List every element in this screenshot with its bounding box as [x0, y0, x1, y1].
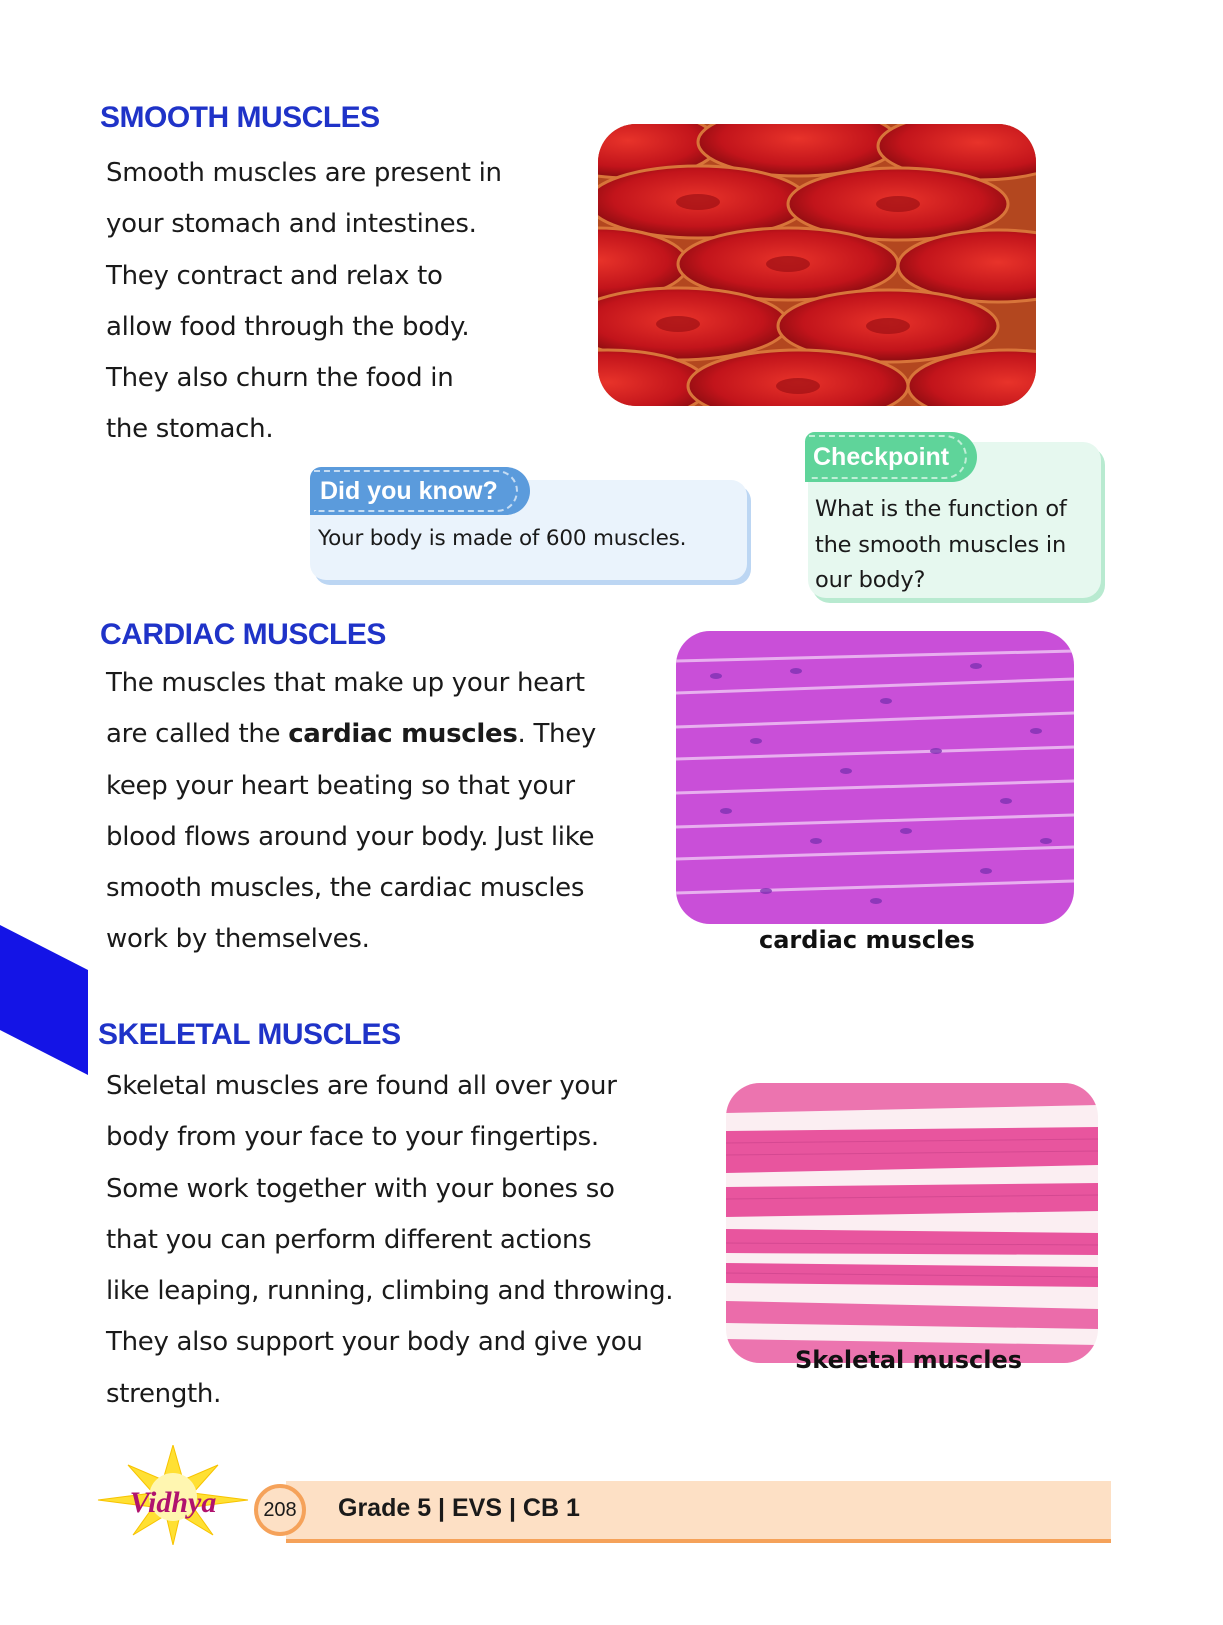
- cardiac-muscle-image: [676, 631, 1074, 924]
- text-line: The muscles that make up your heart: [106, 668, 585, 698]
- logo-text: Vidhya: [129, 1486, 217, 1519]
- did-you-know-text: Your body is made of 600 muscles.: [318, 526, 687, 551]
- text-line: strength.: [106, 1378, 222, 1409]
- text-line: that you can perform different actions: [106, 1224, 592, 1255]
- text-line: your stomach and intestines.: [106, 209, 477, 240]
- text-line: They contract and relax to: [106, 260, 443, 291]
- text-line: Some work together with your bones so: [106, 1173, 615, 1204]
- smooth-muscle-image: [598, 124, 1036, 406]
- vidhya-logo: [88, 1445, 258, 1545]
- skeletal-muscles-caption: Skeletal muscles: [795, 1346, 1023, 1374]
- footer-book-info: Grade 5 | EVS | CB 1: [338, 1494, 580, 1522]
- text-line: like leaping, running, climbing and throwing.: [106, 1276, 674, 1307]
- text-line: body from your face to your fingertips.: [106, 1122, 599, 1153]
- text-line: our body?: [815, 567, 926, 593]
- text-line: They also churn the food in: [106, 363, 454, 394]
- text-line: They also support your body and give you: [106, 1327, 643, 1358]
- skeletal-muscles-paragraph: [106, 1061, 673, 1420]
- text-line: Skeletal muscles are found all over your: [106, 1071, 617, 1101]
- cardiac-muscles-heading: CARDIAC MUSCLES: [100, 618, 386, 651]
- text-line: keep your heart beating so that your: [106, 770, 575, 801]
- text-line: work by themselves.: [106, 924, 370, 955]
- cardiac-muscles-term: cardiac muscles: [288, 719, 518, 750]
- page-edge-flag: [0, 925, 88, 1075]
- text-line: What is the function of: [815, 496, 1067, 522]
- text-line: allow food through the body.: [106, 311, 470, 342]
- checkpoint-title: Checkpoint: [805, 432, 977, 482]
- text-line: blood flows around your body. Just like: [106, 821, 595, 852]
- text-line: Smooth muscles are present in: [106, 158, 502, 188]
- skeletal-muscle-image: [726, 1083, 1098, 1363]
- cardiac-muscles-caption: cardiac muscles: [759, 926, 975, 954]
- text-line: are called the cardiac muscles. They: [106, 719, 596, 750]
- skeletal-muscles-heading: SKELETAL MUSCLES: [98, 1018, 401, 1051]
- smooth-muscles-paragraph: [106, 148, 502, 456]
- text-line: the smooth muscles in: [815, 531, 1067, 558]
- text-line: the stomach.: [106, 414, 274, 445]
- checkpoint-question: [815, 492, 1067, 599]
- cardiac-muscles-paragraph: [106, 658, 596, 966]
- text-line: smooth muscles, the cardiac muscles: [106, 873, 585, 904]
- smooth-muscles-heading: SMOOTH MUSCLES: [100, 101, 380, 134]
- page-number: 208: [254, 1484, 306, 1536]
- did-you-know-title: Did you know?: [310, 467, 530, 515]
